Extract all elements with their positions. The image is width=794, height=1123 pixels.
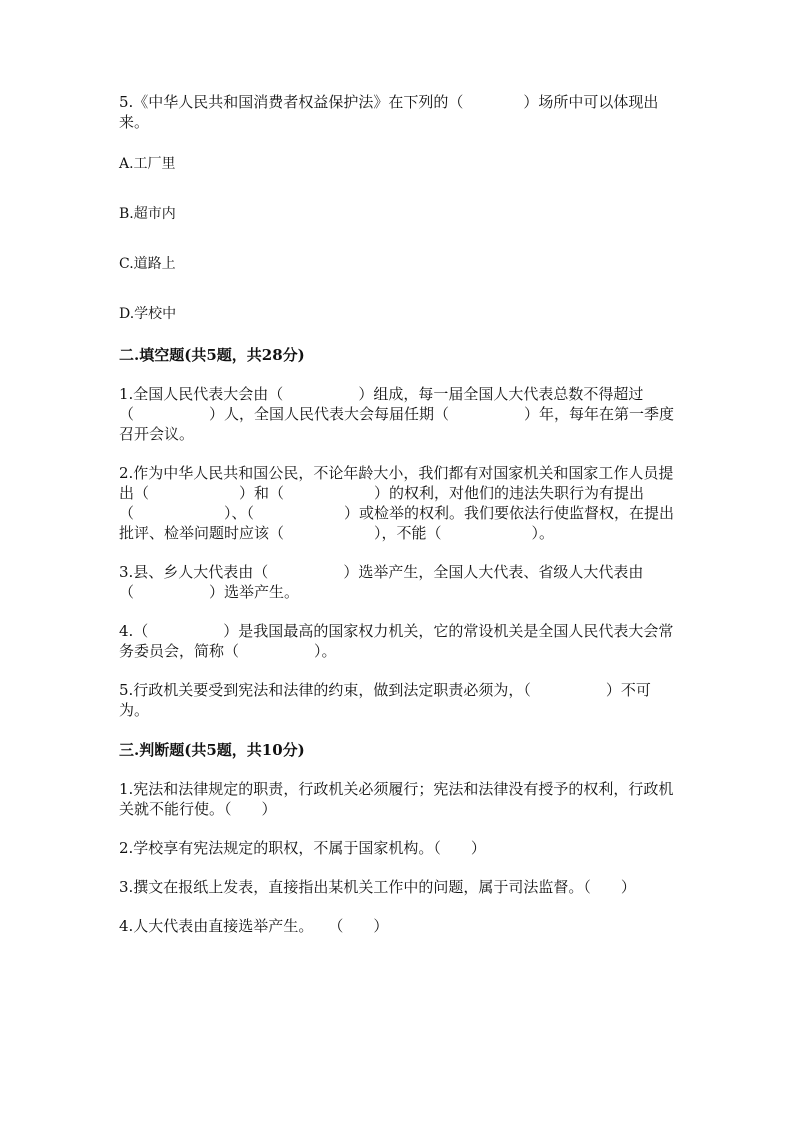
question-5-stem: 5.《中华人民共和国消费者权益保护法》在下列的（ ）场所中可以体现出来。	[119, 93, 659, 131]
option-c: C.道路上	[119, 256, 176, 272]
judge-question-2: 2.学校享有宪法规定的职权，不属于国家机构。（ ）	[119, 839, 486, 857]
document-page	[119, 92, 674, 936]
option-a: A.工厂里	[119, 156, 176, 172]
fill-question-5: 5.行政机关要受到宪法和法律的约束，做到法定职责必须为，（ ）不可为。	[119, 681, 651, 719]
fill-question-2: 2.作为中华人民共和国公民，不论年龄大小，我们都有对国家机关和国家工作人员提出（ ）和（ ）的权利，对他们的违法失职行为有提出（ ）、（ ）或检举的权利。我们要依法行使监督权，在提出批评、检举问题时应该（ ），不能（ ）。	[119, 464, 675, 542]
option-b: B.超市内	[119, 206, 176, 222]
judge-question-3: 3.撰文在报纸上发表，直接指出某机关工作中的问题，属于司法监督。（ ）	[119, 878, 636, 896]
judge-question-4: 4.人大代表由直接选举产生。 （ ）	[119, 917, 389, 935]
section-2-title: 二.填空题(共5题，共28分)	[119, 346, 305, 364]
fill-question-3: 3.县、乡人大代表由（ ）选举产生，全国人大代表、省级人大代表由（ ）选举产生。	[119, 563, 644, 601]
judge-question-1: 1.宪法和法律规定的职责，行政机关必须履行；宪法和法律没有授予的权利，行政机关就不能行使。（ ）	[119, 780, 674, 818]
fill-question-4: 4.（ ）是我国最高的国家权力机关，它的常设机关是全国人民代表大会常务委员会，简称（ ）。	[119, 622, 674, 660]
fill-question-1: 1.全国人民代表大会由（ ）组成，每一届全国人大代表总数不得超过（ ）人，全国人民代表大会每届任期（ ）年，每年在第一季度召开会议。	[119, 385, 675, 443]
option-d: D.学校中	[119, 306, 177, 322]
section-3-title: 三.判断题(共5题，共10分)	[119, 741, 305, 759]
